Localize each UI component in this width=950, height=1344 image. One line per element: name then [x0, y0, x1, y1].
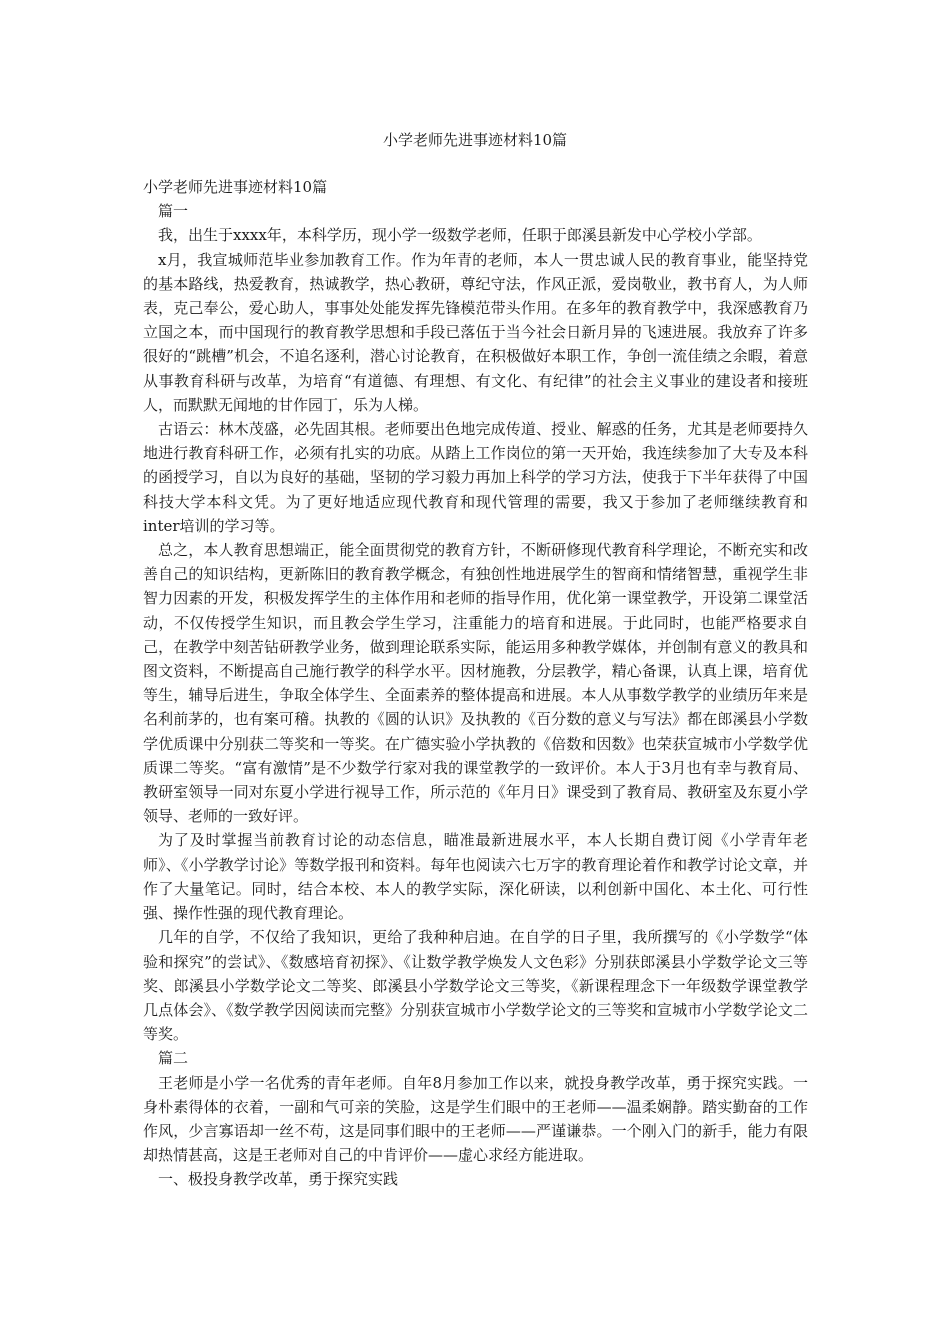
- document-title: 小学老师先进事迹材料10篇: [382, 131, 568, 149]
- section-heading-part-two: 篇二: [158, 1049, 189, 1068]
- document-body: [143, 175, 808, 1192]
- paragraph: 几年的自学，不仅给了我知识，更给了我种种启迪。在自学的日子里，我所撰写的《小学数学“体验和探究”的尝试》、《数感培育初探》、《让数学教学焕发人文色彩》分别获郎溪县小学数学论文三等奖、郎溪县小学数学论文二等奖、郎溪县小学数学论文三等奖，《新课程理念下一年级数学课堂教学几点体会》、《数学教学因阅读而完整》分别获宣城市小学数学论文的三等奖和宣城市小学数学论文二等奖。: [143, 928, 808, 1044]
- paragraph: 王老师是小学一名优秀的青年老师。自年8月参加工作以来，就投身教学改革，勇于探究实践。一身朴素得体的衣着，一副和气可亲的笑脸，这是学生们眼中的王老师——温柔娴静。踏实勤奋的工作作风，少言寡语却一丝不苟，这是同事们眼中的王老师——严谨谦恭。一个刚入门的新手，能力有限却热情甚高，这是王老师对自己的中肯评价——虚心求经方能进取。: [143, 1073, 808, 1165]
- paragraph: 为了及时掌握当前教育讨论的动态信息，瞄准最新进展水平，本人长期自费订阅《小学青年老师》、《小学教学讨论》等数学报刊和资料。每年也阅读六七万字的教育理论着作和教学讨论文章，并作了大量笔记。同时，结合本校、本人的教学实际，深化研读，以利创新中国化、本土化、可行性强、操作性强的现代教育理论。: [143, 831, 808, 923]
- paragraph: 我，出生于xxxx年，本科学历，现小学一级数学老师，任职于郎溪县新发中心学校小学部。: [158, 226, 762, 245]
- subsection-heading: 一、极投身教学改革，勇于探究实践: [158, 1170, 399, 1189]
- paragraph: 总之，本人教育思想端正，能全面贯彻党的教育方针，不断研修现代教育科学理论，不断充实和改善自己的知识结构，更新陈旧的教育教学概念，有独创性地进展学生的智商和情绪智慧，重视学生非智力因素的开发，积极发挥学生的主体作用和老师的指导作用，优化第一课堂教学，开设第二课堂活动，不仅传授学生知识，而且教会学生学习，注重能力的培育和进展。于此同时，也能严格要求自己，在教学中刻苦钻研教学业务，做到理论联系实际，能运用多种教学媒体，并创制有意义的教具和图文资料，不断提高自己施行教学的科学水平。因材施教，分层教学，精心备课，认真上课，培育优等生，辅导后进生，争取全体学生、全面素养的整体提高和进展。本人从事数学教学的业绩历年来是名利前茅的，也有案可稽。执教的《圆的认识》及执教的《百分数的意义与写法》都在郎溪县小学数学优质课中分别获二等奖和一等奖。在广德实验小学执教的《倍数和因数》也荣获宣城市小学数学优质课二等奖。“富有激情”是不少数学行家对我的课堂教学的一致评价。本人于3月也有幸与教育局、教研室领导一同对东夏小学进行视导工作，所示范的《年月日》课受到了教育局、教研室及东夏小学领导、老师的一致好评。: [143, 541, 808, 826]
- paragraph: x月，我宣城师范毕业参加教育工作。作为年青的老师，本人一贯忠诚人民的教育事业，能坚持党的基本路线，热爱教育，热诚教学，热心教研，尊纪守法，作风正派，爱岗敬业，教书育人，为人师表，克己奉公，爱心助人，事事处处能发挥先锋模范带头作用。在多年的教育教学中，我深感教育乃立国之本，而中国现行的教育教学思想和手段已落伍于当今社会日新月异的飞速进展。我放弃了许多很好的“跳槽”机会，不追名逐利，潜心讨论教育，在积极做好本职工作，争创一流佳绩之余暇，着意从事教育科研与改革，为培育“有道德、有理想、有文化、有纪律”的社会主义事业的建设者和接班人，而默默无闻地的甘作园丁，乐为人梯。: [143, 250, 808, 414]
- paragraph: 古语云：林木茂盛，必先固其根。老师要出色地完成传道、授业、解惑的任务，尤其是老师要持久地进行教育科研工作，必须有扎实的功底。从踏上工作岗位的第一天开始，我连续参加了大专及本科的函授学习，自以为良好的基础，坚韧的学习毅力再加上科学的学习方法，使我于下半年获得了中国科技大学本科文凭。为了更好地适应现代教育和现代管理的需要，我又于参加了老师继续教育和inter培训的学习等。: [143, 420, 808, 535]
- section-heading-part-one: 篇一: [158, 202, 189, 221]
- document-subtitle: 小学老师先进事迹材料10篇: [143, 178, 328, 196]
